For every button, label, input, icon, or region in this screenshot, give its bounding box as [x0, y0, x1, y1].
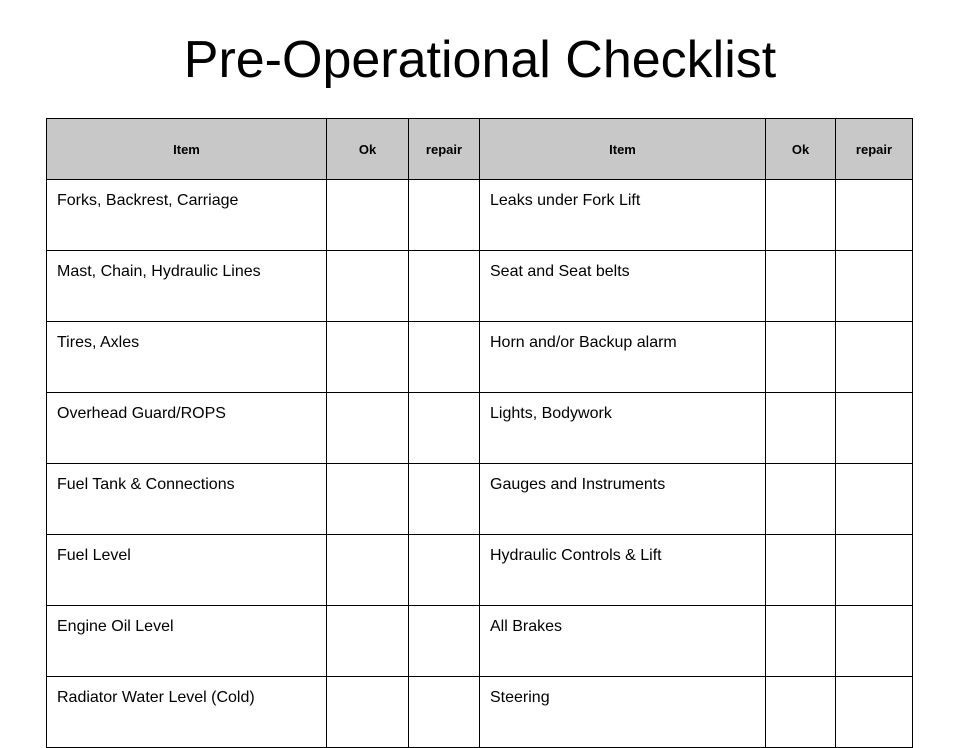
- repair-cell-right[interactable]: [836, 393, 913, 464]
- table-row: [47, 180, 913, 251]
- ok-cell-left[interactable]: [327, 322, 409, 393]
- repair-cell-left[interactable]: [409, 251, 480, 322]
- repair-cell-left[interactable]: [409, 322, 480, 393]
- ok-cell-left[interactable]: [327, 180, 409, 251]
- repair-cell-right[interactable]: [836, 322, 913, 393]
- header-repair-right: repair: [836, 119, 913, 180]
- item-cell-left: Fuel Tank & Connections: [47, 464, 327, 535]
- item-cell-right: Hydraulic Controls & Lift: [480, 535, 766, 606]
- repair-cell-left[interactable]: [409, 180, 480, 251]
- header-item-right: Item: [480, 119, 766, 180]
- repair-cell-left[interactable]: [409, 393, 480, 464]
- item-cell-left: Mast, Chain, Hydraulic Lines: [47, 251, 327, 322]
- repair-cell-left[interactable]: [409, 464, 480, 535]
- header-row: [47, 119, 913, 180]
- repair-cell-right[interactable]: [836, 606, 913, 677]
- ok-cell-left[interactable]: [327, 535, 409, 606]
- ok-cell-right[interactable]: [766, 251, 836, 322]
- item-cell-right: All Brakes: [480, 606, 766, 677]
- item-cell-right: Steering: [480, 677, 766, 748]
- item-cell-right: Lights, Bodywork: [480, 393, 766, 464]
- repair-cell-right[interactable]: [836, 251, 913, 322]
- repair-cell-right[interactable]: [836, 464, 913, 535]
- ok-cell-right[interactable]: [766, 677, 836, 748]
- ok-cell-left[interactable]: [327, 251, 409, 322]
- ok-cell-left[interactable]: [327, 464, 409, 535]
- table-row: [47, 677, 913, 748]
- repair-cell-right[interactable]: [836, 180, 913, 251]
- ok-cell-right[interactable]: [766, 464, 836, 535]
- header-item-left: Item: [47, 119, 327, 180]
- item-cell-left: Engine Oil Level: [47, 606, 327, 677]
- table-row: [47, 393, 913, 464]
- ok-cell-right[interactable]: [766, 180, 836, 251]
- header-ok-left: Ok: [327, 119, 409, 180]
- header-ok-right: Ok: [766, 119, 836, 180]
- header-repair-left: repair: [409, 119, 480, 180]
- table-row: [47, 251, 913, 322]
- ok-cell-right[interactable]: [766, 606, 836, 677]
- ok-cell-left[interactable]: [327, 606, 409, 677]
- item-cell-right: Leaks under Fork Lift: [480, 180, 766, 251]
- table-row: [47, 464, 913, 535]
- repair-cell-left[interactable]: [409, 677, 480, 748]
- repair-cell-right[interactable]: [836, 677, 913, 748]
- table-row: [47, 606, 913, 677]
- page-title: Pre-Operational Checklist: [183, 31, 777, 89]
- repair-cell-left[interactable]: [409, 535, 480, 606]
- item-cell-left: Fuel Level: [47, 535, 327, 606]
- ok-cell-right[interactable]: [766, 535, 836, 606]
- item-cell-left: Forks, Backrest, Carriage: [47, 180, 327, 251]
- item-cell-left: Radiator Water Level (Cold): [47, 677, 327, 748]
- repair-cell-left[interactable]: [409, 606, 480, 677]
- item-cell-left: Overhead Guard/ROPS: [47, 393, 327, 464]
- table-row: [47, 322, 913, 393]
- table-row: [47, 535, 913, 606]
- checklist-table: [46, 118, 913, 748]
- ok-cell-left[interactable]: [327, 677, 409, 748]
- item-cell-right: Seat and Seat belts: [480, 251, 766, 322]
- ok-cell-right[interactable]: [766, 322, 836, 393]
- item-cell-right: Gauges and Instruments: [480, 464, 766, 535]
- item-cell-left: Tires, Axles: [47, 322, 327, 393]
- item-cell-right: Horn and/or Backup alarm: [480, 322, 766, 393]
- repair-cell-right[interactable]: [836, 535, 913, 606]
- ok-cell-right[interactable]: [766, 393, 836, 464]
- ok-cell-left[interactable]: [327, 393, 409, 464]
